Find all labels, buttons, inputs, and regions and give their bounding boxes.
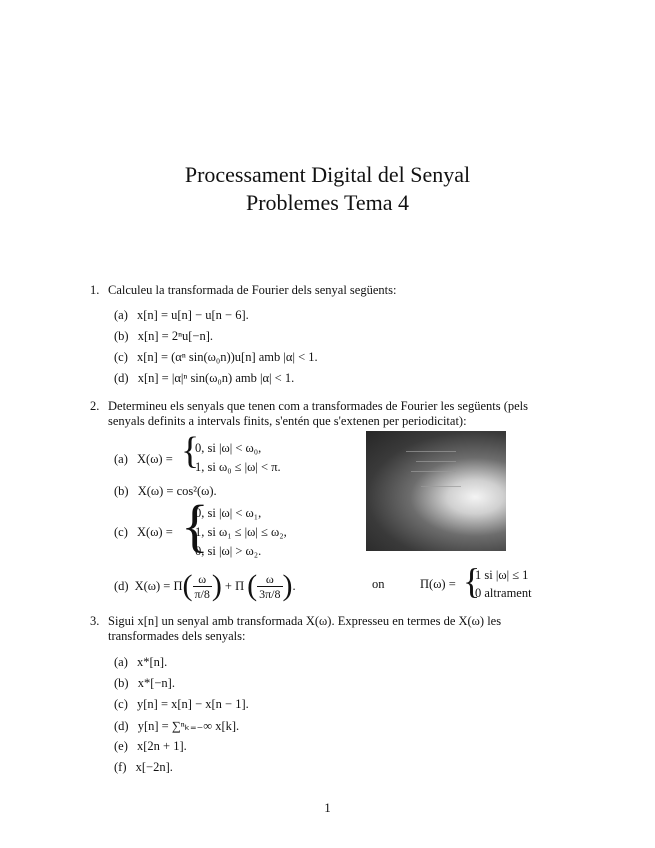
- document-subtitle: Problemes Tema 4: [245, 190, 410, 215]
- case-line: 0, si |ω| < ω₀,: [195, 441, 262, 455]
- item-expr: x*[−n].: [137, 676, 175, 690]
- fraction-num: ω: [257, 572, 282, 587]
- problem-2d: [114, 568, 296, 604]
- problem-1-number: 1.: [90, 283, 100, 297]
- problem-3-text-line2: transformades dels senyals:: [108, 629, 246, 643]
- problem-1c: [114, 350, 318, 365]
- case-line: 0 altrament: [475, 586, 532, 600]
- problem-2-text-line2: senyals definits a intervals finits, s'entén que s'extenen per periodicitat):: [108, 414, 467, 428]
- problem-2a: [114, 452, 173, 467]
- brace-2c: {: [181, 493, 209, 558]
- item-label: (a): [114, 655, 128, 669]
- problem-3f: [114, 760, 173, 775]
- brace-2a: {: [181, 430, 200, 472]
- fraction-den: 3π/8: [259, 586, 281, 601]
- item-label: (b): [114, 676, 129, 690]
- item-label: (c): [114, 350, 128, 364]
- item-expr: x*[n].: [137, 655, 168, 669]
- document-title: Processament Digital del Senyal: [184, 162, 471, 187]
- plus-term: + Π: [224, 578, 245, 593]
- pi-definition-lhs: Π(ω) =: [420, 577, 456, 591]
- item-label: (c): [114, 525, 128, 539]
- problem-1d: [114, 371, 294, 386]
- fraction-num: ω: [193, 572, 212, 587]
- problem-3b: [114, 676, 175, 691]
- item-expr: y[n] = x[n] − x[n − 1].: [137, 697, 249, 711]
- item-label: (a): [114, 308, 128, 322]
- problem-3-number: 3.: [90, 614, 100, 628]
- problem-2-text-line1: Determineu els senyals que tenen com a transformades de Fourier les següents (pels: [108, 399, 529, 413]
- problem-3-text-line1: Sigui x[n] un senyal amb transformada X(ω). Expresseu en termes de X(ω) les: [108, 614, 502, 628]
- problem-1b: [114, 329, 213, 344]
- item-expr: X(ω) = cos²(ω).: [137, 484, 217, 498]
- item-expr: x[n] = 2ⁿu[−n].: [137, 329, 214, 343]
- fraction-den: π/8: [194, 586, 210, 601]
- handwritten-note-photo: [366, 431, 506, 551]
- item-label: (d): [114, 719, 129, 733]
- item-lhs: X(ω) =: [137, 525, 173, 539]
- item-lhs: X(ω) = Π: [134, 578, 183, 593]
- problem-1a: [114, 308, 249, 323]
- item-label: (d): [114, 371, 129, 385]
- on-word: on: [372, 577, 385, 591]
- item-label: (a): [114, 452, 128, 466]
- fraction: [193, 572, 212, 601]
- paren-close: ): [211, 569, 222, 602]
- period: .: [292, 578, 296, 593]
- item-expr: x[n] = u[n] − u[n − 6].: [137, 308, 249, 322]
- item-expr: x[2n + 1].: [137, 739, 187, 753]
- case-line: 0, si |ω| < ω₁,: [195, 506, 262, 520]
- item-expr: x[n] = |α|ⁿ sin(ω₀n) amb |α| < 1.: [137, 371, 295, 385]
- item-label: (c): [114, 697, 128, 711]
- problem-2c: [114, 525, 173, 540]
- problem-3d: [114, 718, 239, 734]
- case-line: 0, si |ω| > ω₂.: [195, 544, 262, 558]
- paren-open: (: [182, 569, 193, 602]
- problem-3e: [114, 739, 187, 754]
- fraction: [257, 572, 282, 601]
- problem-2-number: 2.: [90, 399, 100, 413]
- brace-pi: {: [463, 561, 481, 601]
- item-label: (e): [114, 739, 128, 753]
- case-line: 1 si |ω| ≤ 1: [475, 568, 529, 582]
- problem-3a: [114, 655, 167, 670]
- item-lhs: X(ω) =: [137, 452, 173, 466]
- page-number: 1: [324, 800, 331, 815]
- case-line: 1, si ω₁ ≤ |ω| ≤ ω₂,: [195, 525, 287, 539]
- paren-close: ): [282, 569, 293, 602]
- item-expr: x[−2n].: [135, 760, 173, 774]
- case-line: 1, si ω₀ ≤ |ω| < π.: [195, 460, 281, 474]
- item-label: (d): [114, 578, 129, 593]
- item-expr: x[n] = (αⁿ sin(ω₀n))u[n] amb |α| < 1.: [137, 350, 318, 364]
- paren-open: (: [247, 569, 258, 602]
- item-label: (f): [114, 760, 127, 774]
- problem-1-text: Calculeu la transformada de Fourier dels senyal següents:: [108, 283, 397, 297]
- item-label: (b): [114, 484, 129, 498]
- item-label: (b): [114, 329, 129, 343]
- item-expr: y[n] = ∑ⁿₖ₌₋∞ x[k].: [137, 719, 240, 733]
- problem-3c: [114, 697, 249, 712]
